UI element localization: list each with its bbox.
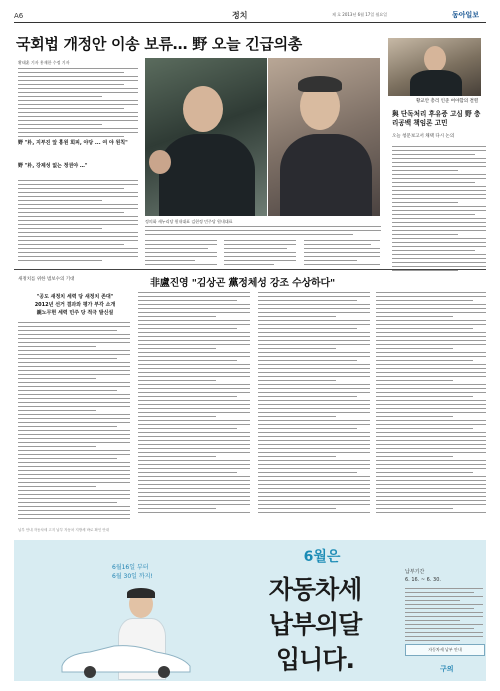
ad-headline-line-1: 자동차세	[268, 575, 362, 604]
ad-month: 6월은	[303, 549, 341, 565]
photo-caption-body	[145, 226, 381, 238]
section-divider	[14, 269, 486, 270]
politician-photo-right	[268, 58, 380, 216]
photo-caption: 정의화 새누리당 원내대표 김현정 민주당 원내대표	[145, 219, 233, 224]
right-article-photo	[388, 38, 481, 96]
main-body-column-4	[304, 240, 380, 268]
page-number: A6	[14, 12, 24, 20]
main-body-column-1b	[18, 180, 138, 264]
issue-info: 제 호 2013년 6월 17일 월요일	[332, 12, 388, 17]
second-body-column-3	[258, 292, 370, 516]
ad-slogan-box: 자동차세 납부 안내	[405, 644, 485, 656]
main-body-column-3	[224, 240, 296, 268]
main-subhead-1: 野 "朴, 지부진 앞 홍원 회피, 야당 ... 여 야 원칙"	[18, 140, 128, 146]
right-photo-caption: 황교안 총리 인준 여야합의 결렬	[416, 99, 479, 104]
right-body	[392, 146, 486, 274]
second-subhead-1: "공도 새정치 세력 당 새정치 존대"	[36, 294, 114, 300]
ad-headline-line-3: 입니다.	[276, 645, 354, 674]
politician-photo-left	[145, 58, 267, 216]
main-subhead-2: 野 "朴, 강제성 없는 정권야 …"	[18, 163, 88, 169]
main-headline: 국회법 개정안 이송 보류… 野 오늘 긴급의총	[16, 35, 302, 53]
main-byline: 황태훈 기자 홍재한 수정 기자	[18, 60, 70, 65]
second-body-column-4	[376, 292, 486, 516]
ad-logo: 구의	[440, 665, 454, 673]
ad-period-label: 납부기간	[405, 569, 425, 575]
second-headline: 非盧진영 "김상곤 黨정체성 강조 수상하다"	[150, 278, 335, 289]
ad-badge-bottom: 6월 30일 까지!	[112, 573, 153, 580]
ad-info-lines	[405, 588, 483, 644]
newspaper-name: 동아일보	[452, 11, 480, 19]
ad-fine-print: 납부 안내 자동차세 고지 납부 자동차 지방세 바로 확인 안내	[18, 528, 110, 532]
ad-period: 6. 16. ~ 6. 30.	[405, 577, 441, 583]
second-body-column-2	[138, 292, 250, 516]
ad-car-illustration	[56, 642, 196, 678]
right-headline: 與 단독처리 후유증 고심 野 충리공백 책임론 고민	[392, 110, 481, 127]
second-article-label: 새정치를 위한 범보수의 기대	[18, 277, 75, 282]
section-title: 정치	[232, 11, 248, 20]
ad-headline-line-2: 납부의달	[268, 610, 362, 639]
second-subhead-2: 2012년 선거 결과와 평가 부각 소개	[34, 302, 116, 308]
second-body-column-1	[18, 322, 130, 522]
header-divider	[14, 22, 486, 23]
ad-badge-top: 6월16일 부터	[112, 564, 149, 571]
main-body-column-2	[145, 240, 217, 268]
right-deck: 오늘 청문보고서 채택 다시 논의	[392, 134, 455, 139]
main-body-column-1	[18, 68, 138, 140]
second-subhead-3: 親노무현 세력 민주 당 적극 발신설	[36, 310, 114, 316]
